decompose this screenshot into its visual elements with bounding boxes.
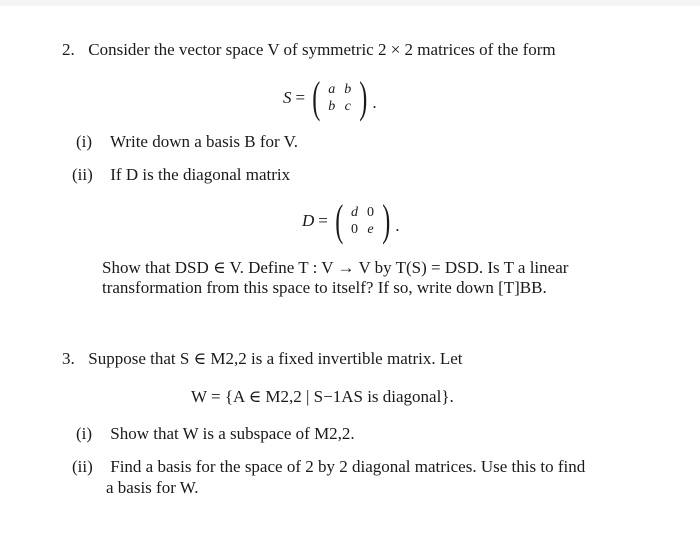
q2-part-ii-text: If D is the diagonal matrix (110, 165, 291, 184)
q3-part-i-text: Show that W is a subspace of M2,2. (110, 424, 355, 443)
q3-part-ii-line-2: a basis for W. (106, 478, 199, 497)
matrix-s-period: . (372, 93, 377, 112)
matrix-d-period: . (395, 216, 400, 235)
q2-part-ii (72, 165, 290, 185)
left-paren: ( (335, 196, 344, 245)
page-top-edge (0, 0, 700, 6)
q3-part-ii (72, 457, 585, 477)
matrix-cell: b (344, 81, 352, 97)
q3-part-i-label: (i) (76, 424, 93, 443)
q2-intro: Consider the vector space V of symmetric 2 × 2 matrices of the form (88, 40, 556, 59)
matrix-s-grid (324, 81, 356, 115)
matrix-d-equation (302, 196, 400, 245)
q3-intro-line (62, 349, 463, 369)
matrix-cell: c (344, 98, 351, 114)
right-paren: ) (381, 196, 390, 245)
left-paren: ( (312, 73, 321, 122)
q2-show-line-1: Show that DSD ∈ V. Define T : V → V by T(S) = DSD. Is T a linear (102, 258, 569, 277)
q2-part-i-text: Write down a basis B for V. (109, 132, 298, 151)
matrix-cell: b (328, 98, 336, 114)
matrix-d-grid (347, 204, 379, 238)
q2-show-line-2: transformation from this space to itself? If so, write down [T]BB. (102, 278, 547, 297)
matrix-d-equals: = (318, 211, 328, 230)
q2-number: 2. (62, 40, 75, 59)
q3-part-ii-label: (ii) (72, 457, 93, 476)
q3-number: 3. (62, 349, 75, 368)
matrix-s-lhs: S (283, 88, 292, 107)
matrix-d-lhs: D (302, 211, 315, 230)
q3-intro: Suppose that S ∈ M2,2 is a fixed invertible matrix. Let (88, 349, 463, 368)
matrix-cell: d (351, 204, 359, 220)
right-paren: ) (359, 73, 368, 122)
q2-part-ii-label: (ii) (72, 165, 93, 184)
matrix-cell: e (367, 221, 374, 237)
matrix-s-equation (283, 73, 377, 122)
matrix-cell: 0 (351, 221, 359, 237)
matrix-s-equals: = (295, 88, 306, 107)
q2-part-i (76, 132, 298, 152)
q2-intro-line (62, 40, 556, 60)
q3-set-definition: W = {A ∈ M2,2 | S−1AS is diagonal}. (191, 387, 454, 406)
q2-part-i-label: (i) (76, 132, 93, 151)
q3-part-i (76, 424, 355, 444)
matrix-cell: a (328, 81, 336, 97)
matrix-cell: 0 (367, 204, 375, 220)
q3-part-ii-line-1: Find a basis for the space of 2 by 2 diagonal matrices. Use this to find (110, 457, 586, 476)
